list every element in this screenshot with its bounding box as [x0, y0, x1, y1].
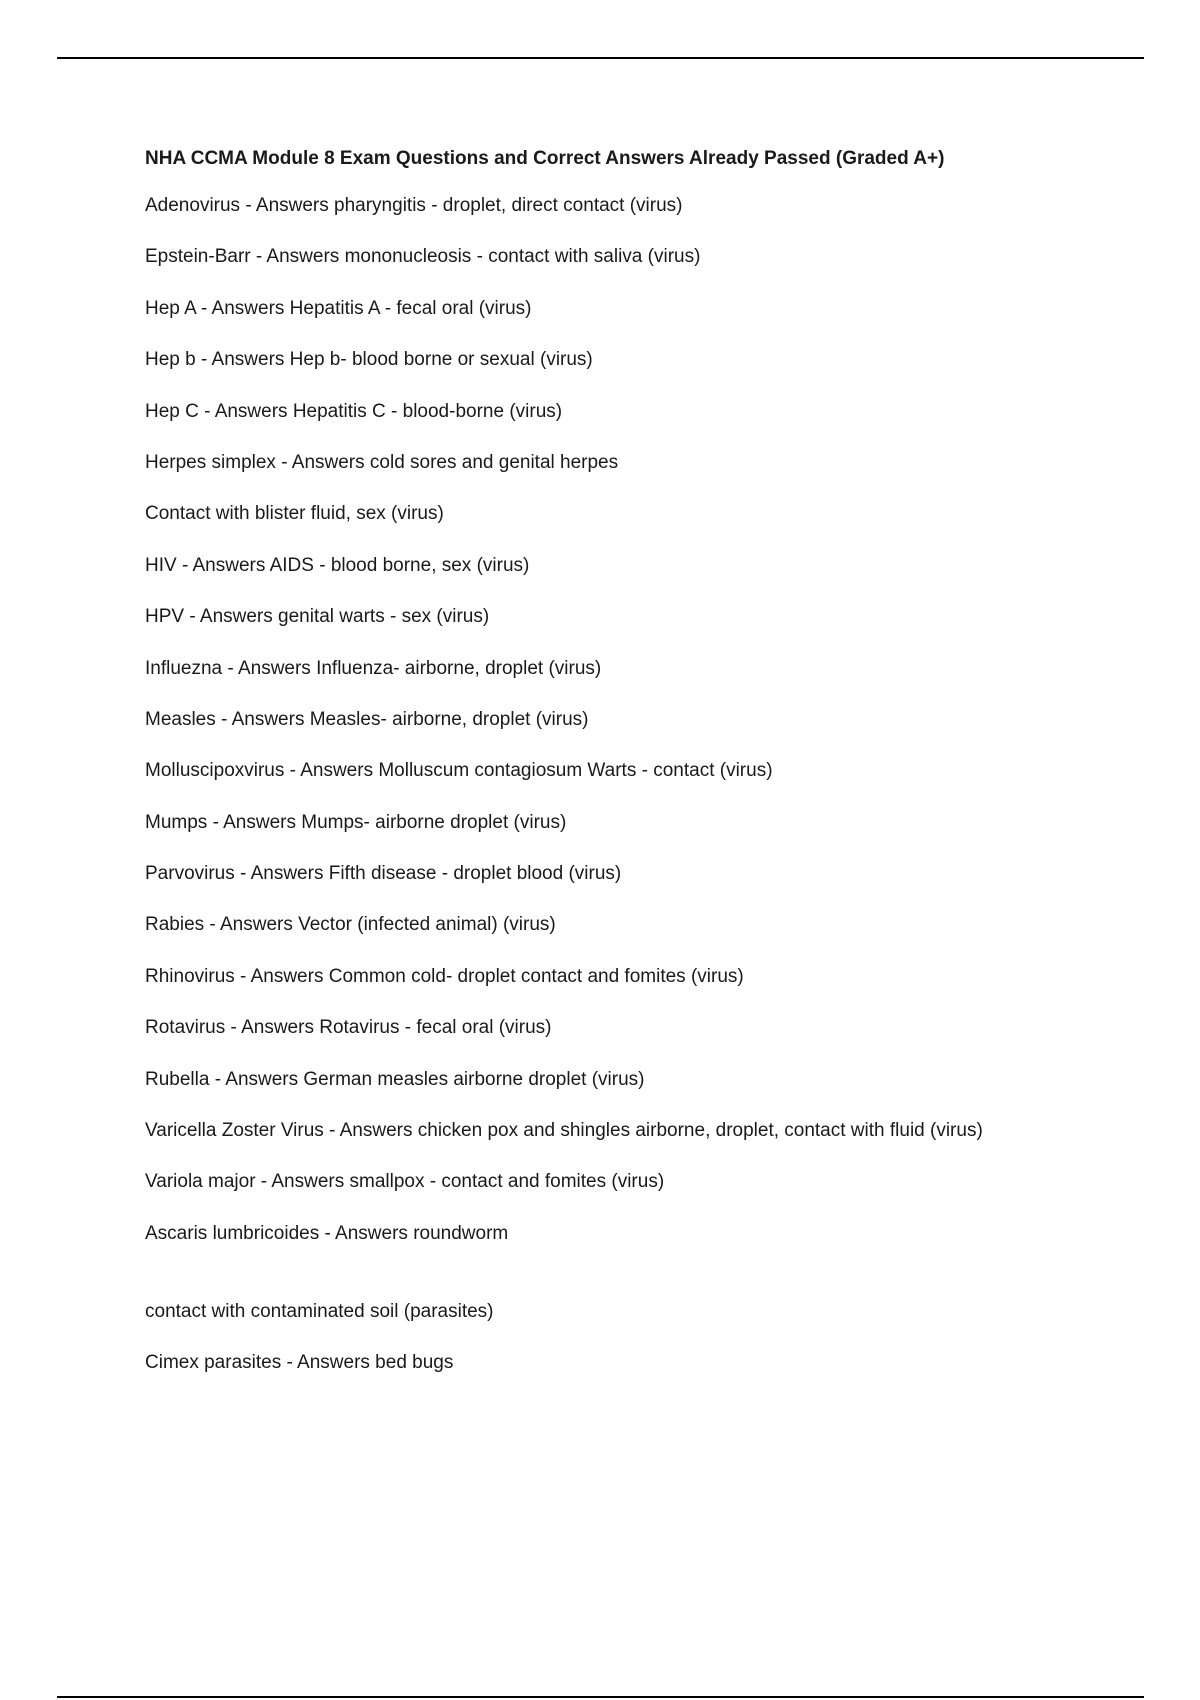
list-item: Epstein-Barr - Answers mononucleosis - contact with saliva (virus)	[145, 246, 701, 268]
list-item: Hep C - Answers Hepatitis C - blood-borne (virus)	[145, 400, 563, 422]
list-item: HPV - Answers genital warts - sex (virus)	[145, 606, 490, 628]
header-rule	[57, 57, 1144, 59]
list-item: contact with contaminated soil (parasites)	[145, 1300, 494, 1322]
list-item: Rhinovirus - Answers Common cold- droplet contact and fomites (virus)	[145, 965, 744, 987]
list-item: Rotavirus - Answers Rotavirus - fecal oral (virus)	[145, 1017, 552, 1039]
list-item: Influezna - Answers Influenza- airborne, droplet (virus)	[145, 657, 602, 679]
list-item: Molluscipoxvirus - Answers Molluscum contagiosum Warts - contact (virus)	[145, 760, 773, 782]
list-item: Contact with blister fluid, sex (virus)	[145, 503, 444, 525]
list-item: Hep b - Answers Hep b- blood borne or sexual (virus)	[145, 349, 593, 371]
list-item: Hep A - Answers Hepatitis A - fecal oral (virus)	[145, 297, 532, 319]
list-item: Varicella Zoster Virus - Answers chicken pox and shingles airborne, droplet, contact with fluid (virus)	[145, 1120, 983, 1142]
list-item: Cimex parasites - Answers bed bugs	[145, 1352, 454, 1374]
list-item: Measles - Answers Measles- airborne, droplet (virus)	[145, 708, 589, 730]
list-item: Herpes simplex - Answers cold sores and genital herpes	[145, 451, 619, 473]
list-item: Ascaris lumbricoides - Answers roundworm	[145, 1222, 509, 1244]
list-item: Mumps - Answers Mumps- airborne droplet (virus)	[145, 811, 567, 833]
list-item: Variola major - Answers smallpox - contact and fomites (virus)	[145, 1171, 665, 1193]
list-item: Parvovirus - Answers Fifth disease - droplet blood (virus)	[145, 863, 622, 885]
list-item: HIV - Answers AIDS - blood borne, sex (virus)	[145, 554, 530, 576]
list-item: Adenovirus - Answers pharyngitis - droplet, direct contact (virus)	[145, 195, 683, 216]
list-item: Rubella - Answers German measles airborne droplet (virus)	[145, 1068, 645, 1090]
document-title: NHA CCMA Module 8 Exam Questions and Correct Answers Already Passed (Graded A+)	[145, 148, 945, 169]
footer-rule	[57, 1696, 1144, 1698]
entry-list	[145, 192, 1105, 1377]
document-body	[145, 140, 1105, 1401]
list-item: Rabies - Answers Vector (infected animal) (virus)	[145, 914, 556, 936]
